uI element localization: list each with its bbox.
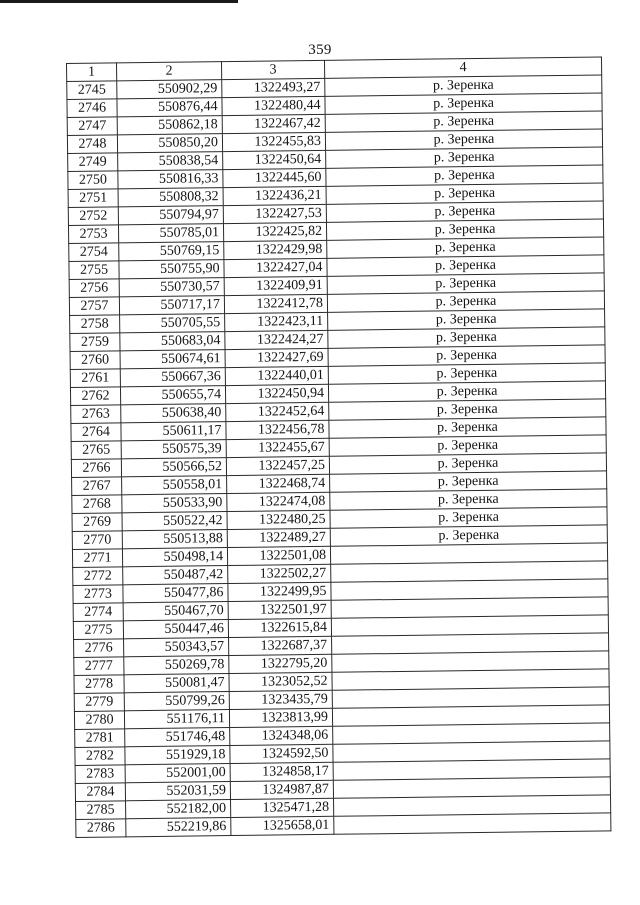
x-coordinate-cell: 550862,18: [117, 116, 222, 135]
y-coordinate-cell: 1322499,95: [228, 582, 331, 601]
y-coordinate-cell: 1325658,01: [231, 816, 334, 835]
point-number-cell: 2774: [73, 603, 123, 622]
y-coordinate-cell: 1322429,98: [224, 240, 327, 259]
y-coordinate-cell: 1322427,53: [223, 204, 326, 223]
description-cell: р. Зеренка: [328, 327, 605, 348]
point-number-cell: 2768: [72, 495, 122, 514]
y-coordinate-cell: 1322615,84: [228, 618, 331, 637]
y-coordinate-cell: 1322489,27: [227, 528, 330, 547]
x-coordinate-cell: 551746,48: [125, 728, 230, 747]
x-coordinate-cell: 550808,32: [118, 188, 223, 207]
point-number-cell: 2760: [70, 351, 120, 370]
x-coordinate-cell: 550850,20: [117, 134, 222, 153]
point-number-cell: 2776: [74, 639, 124, 658]
description-cell: р. Зеренка: [328, 381, 605, 402]
y-coordinate-cell: 1322424,27: [225, 330, 328, 349]
x-coordinate-cell: 550566,52: [121, 458, 226, 477]
point-number-cell: 2751: [68, 189, 118, 208]
point-number-cell: 2770: [72, 531, 122, 550]
x-coordinate-cell: 550785,01: [118, 224, 223, 243]
point-number-cell: 2758: [70, 315, 120, 334]
y-coordinate-cell: 1322440,01: [225, 366, 328, 385]
x-coordinate-cell: 550447,46: [123, 620, 228, 639]
description-cell: р. Зеренка: [329, 399, 606, 420]
description-cell: р. Зеренка: [328, 363, 605, 384]
point-number-cell: 2756: [69, 279, 119, 298]
point-number-cell: 2785: [76, 801, 126, 820]
header-cell: 3: [221, 60, 324, 79]
point-number-cell: 2759: [70, 333, 120, 352]
description-cell: р. Зеренка: [326, 201, 603, 222]
y-coordinate-cell: 1322501,08: [227, 546, 330, 565]
y-coordinate-cell: 1322467,42: [222, 114, 325, 133]
y-coordinate-cell: 1322480,25: [227, 510, 330, 529]
point-number-cell: 2767: [72, 477, 122, 496]
point-number-cell: 2769: [72, 513, 122, 532]
x-coordinate-cell: 550638,40: [121, 404, 226, 423]
header-cell: 1: [67, 63, 117, 82]
description-cell: р. Зеренка: [325, 75, 602, 96]
x-coordinate-cell: 550558,01: [122, 476, 227, 495]
y-coordinate-cell: 1322455,83: [222, 132, 325, 151]
point-number-cell: 2773: [73, 585, 123, 604]
description-cell: р. Зеренка: [327, 237, 604, 258]
point-number-cell: 2779: [74, 693, 124, 712]
x-coordinate-cell: 550717,17: [119, 296, 224, 315]
page-number: 359: [308, 42, 332, 58]
description-cell: р. Зеренка: [328, 345, 605, 366]
description-cell: р. Зеренка: [326, 147, 603, 168]
x-coordinate-cell: 550755,90: [119, 260, 224, 279]
y-coordinate-cell: 1323052,52: [229, 672, 332, 691]
point-number-cell: 2786: [76, 819, 126, 838]
y-coordinate-cell: 1323813,99: [229, 708, 332, 727]
x-coordinate-cell: 550467,70: [123, 602, 228, 621]
x-coordinate-cell: 550667,36: [120, 368, 225, 387]
y-coordinate-cell: 1325471,28: [231, 798, 334, 817]
point-number-cell: 2781: [75, 729, 125, 748]
y-coordinate-cell: 1322474,08: [227, 492, 330, 511]
description-cell: р. Зеренка: [330, 525, 607, 546]
point-number-cell: 2778: [74, 675, 124, 694]
y-coordinate-cell: 1322436,21: [223, 186, 326, 205]
point-number-cell: 2764: [71, 423, 121, 442]
description-cell: р. Зеренка: [330, 471, 607, 492]
point-number-cell: 2782: [75, 747, 125, 766]
description-cell: р. Зеренка: [325, 129, 602, 150]
x-coordinate-cell: 552182,00: [126, 800, 231, 819]
y-coordinate-cell: 1322409,91: [224, 276, 327, 295]
point-number-cell: 2761: [70, 369, 120, 388]
y-coordinate-cell: 1322687,37: [229, 636, 332, 655]
y-coordinate-cell: 1322423,11: [225, 312, 328, 331]
point-number-cell: 2750: [68, 171, 118, 190]
point-number-cell: 2753: [68, 225, 118, 244]
point-number-cell: 2763: [71, 405, 121, 424]
x-coordinate-cell: 552219,86: [126, 818, 231, 837]
y-coordinate-cell: 1322450,94: [225, 384, 328, 403]
point-number-cell: 2757: [69, 297, 119, 316]
point-number-cell: 2746: [67, 99, 117, 118]
x-coordinate-cell: 550655,74: [120, 386, 225, 405]
x-coordinate-cell: 550683,04: [120, 332, 225, 351]
description-cell: р. Зеренка: [329, 435, 606, 456]
x-coordinate-cell: 550611,17: [121, 422, 226, 441]
y-coordinate-cell: 1322455,67: [226, 438, 329, 457]
point-number-cell: 2755: [69, 261, 119, 280]
y-coordinate-cell: 1322445,60: [223, 168, 326, 187]
y-coordinate-cell: 1322502,27: [228, 564, 331, 583]
point-number-cell: 2765: [71, 441, 121, 460]
description-cell: р. Зеренка: [329, 453, 606, 474]
point-number-cell: 2752: [68, 207, 118, 226]
x-coordinate-cell: 550730,57: [119, 278, 224, 297]
y-coordinate-cell: 1322493,27: [222, 78, 325, 97]
x-coordinate-cell: 550794,97: [118, 206, 223, 225]
point-number-cell: 2747: [67, 117, 117, 136]
x-coordinate-cell: 551176,11: [124, 710, 229, 729]
point-number-cell: 2783: [75, 765, 125, 784]
x-coordinate-cell: 550769,15: [119, 242, 224, 261]
x-coordinate-cell: 550876,44: [117, 98, 222, 117]
description-cell: [334, 813, 611, 834]
description-cell: р. Зеренка: [327, 255, 604, 276]
x-coordinate-cell: 550575,39: [121, 440, 226, 459]
top-rule: [0, 0, 238, 3]
x-coordinate-cell: 550081,47: [124, 674, 229, 693]
y-coordinate-cell: 1322795,20: [229, 654, 332, 673]
y-coordinate-cell: 1322425,82: [223, 222, 326, 241]
point-number-cell: 2777: [74, 657, 124, 676]
x-coordinate-cell: 550498,14: [122, 548, 227, 567]
y-coordinate-cell: 1324987,87: [230, 780, 333, 799]
header-cell: 4: [324, 57, 601, 78]
description-cell: р. Зеренка: [328, 309, 605, 330]
description-cell: р. Зеренка: [327, 291, 604, 312]
x-coordinate-cell: 550816,33: [118, 170, 223, 189]
point-number-cell: 2748: [67, 135, 117, 154]
x-coordinate-cell: 550477,86: [123, 584, 228, 603]
description-cell: р. Зеренка: [330, 489, 607, 510]
y-coordinate-cell: 1322452,64: [226, 402, 329, 421]
point-number-cell: 2771: [72, 549, 122, 568]
y-coordinate-cell: 1322456,78: [226, 420, 329, 439]
y-coordinate-cell: 1322501,97: [228, 600, 331, 619]
y-coordinate-cell: 1324858,17: [230, 762, 333, 781]
description-cell: р. Зеренка: [326, 183, 603, 204]
description-cell: р. Зеренка: [329, 417, 606, 438]
point-number-cell: 2772: [73, 567, 123, 586]
y-coordinate-cell: 1322412,78: [224, 294, 327, 313]
y-coordinate-cell: 1324348,06: [230, 726, 333, 745]
x-coordinate-cell: 550533,90: [122, 494, 227, 513]
description-cell: р. Зеренка: [326, 165, 603, 186]
x-coordinate-cell: 550838,54: [118, 152, 223, 171]
point-number-cell: 2766: [71, 459, 121, 478]
description-cell: р. Зеренка: [330, 507, 607, 528]
point-number-cell: 2775: [73, 621, 123, 640]
point-number-cell: 2762: [70, 387, 120, 406]
y-coordinate-cell: 1322450,64: [223, 150, 326, 169]
x-coordinate-cell: 551929,18: [125, 746, 230, 765]
point-number-cell: 2754: [69, 243, 119, 262]
x-coordinate-cell: 552031,59: [125, 782, 230, 801]
x-coordinate-cell: 550343,57: [124, 638, 229, 657]
point-number-cell: 2749: [68, 153, 118, 172]
description-cell: р. Зеренка: [326, 219, 603, 240]
x-coordinate-cell: 550269,78: [124, 656, 229, 675]
x-coordinate-cell: 550705,55: [120, 314, 225, 333]
point-number-cell: 2780: [74, 711, 124, 730]
description-cell: р. Зеренка: [327, 273, 604, 294]
x-coordinate-cell: 552001,00: [125, 764, 230, 783]
description-cell: р. Зеренка: [325, 111, 602, 132]
y-coordinate-cell: 1323435,79: [229, 690, 332, 709]
point-number-cell: 2784: [75, 783, 125, 802]
x-coordinate-cell: 550902,29: [117, 80, 222, 99]
x-coordinate-cell: 550487,42: [123, 566, 228, 585]
x-coordinate-cell: 550522,42: [122, 512, 227, 531]
x-coordinate-cell: 550513,88: [122, 530, 227, 549]
y-coordinate-cell: 1322457,25: [226, 456, 329, 475]
x-coordinate-cell: 550674,61: [120, 350, 225, 369]
y-coordinate-cell: 1322427,04: [224, 258, 327, 277]
y-coordinate-cell: 1322427,69: [225, 348, 328, 367]
y-coordinate-cell: 1324592,50: [230, 744, 333, 763]
x-coordinate-cell: 550799,26: [124, 692, 229, 711]
description-cell: р. Зеренка: [325, 93, 602, 114]
coordinates-table: [66, 56, 611, 837]
y-coordinate-cell: 1322480,44: [222, 96, 325, 115]
point-number-cell: 2745: [67, 81, 117, 100]
y-coordinate-cell: 1322468,74: [227, 474, 330, 493]
header-cell: 2: [117, 62, 222, 81]
